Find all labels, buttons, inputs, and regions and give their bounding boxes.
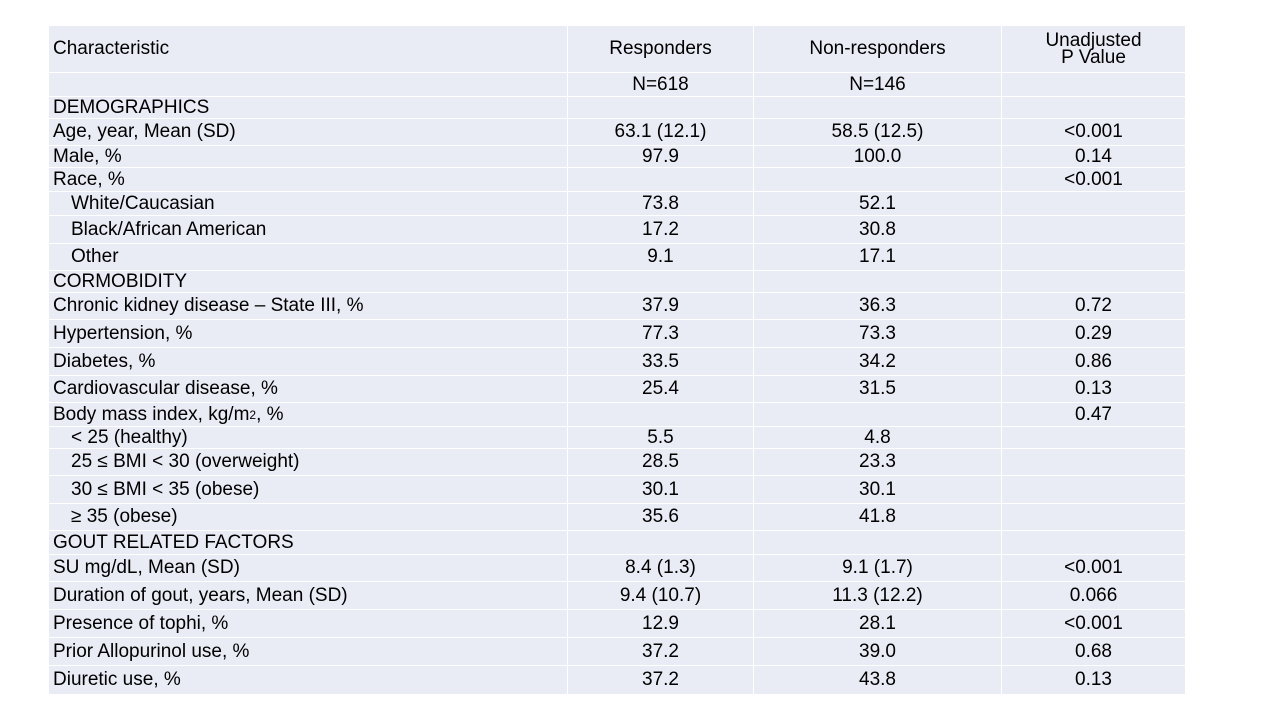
p-value: [1001, 216, 1185, 243]
row-label: < 25 (healthy): [71, 426, 188, 448]
p-value: [1001, 244, 1185, 270]
non-responders-value: 11.3 (12.2): [753, 582, 1001, 609]
table-row: [49, 96, 1185, 118]
p-value: [1001, 476, 1185, 503]
table-row: [49, 118, 1185, 145]
non-responders-value: [753, 403, 1001, 426]
p-value: 0.86: [1001, 348, 1185, 375]
responders-value: [567, 97, 753, 118]
row-label: Body mass index, kg/m 2 , %: [53, 403, 284, 425]
row-label: Race, %: [53, 168, 125, 190]
p-value: [1001, 192, 1185, 215]
p-value: 0.14: [1001, 146, 1185, 167]
table-row: [49, 530, 1185, 554]
table-row: [49, 243, 1185, 270]
non-responders-value: 9.1 (1.7): [753, 555, 1001, 581]
row-label: Male, %: [53, 145, 122, 167]
responders-value: 37.2: [567, 666, 753, 694]
non-responders-value: [753, 97, 1001, 118]
bmi-label-suffix: , %: [256, 403, 284, 425]
p-value: <0.001: [1001, 119, 1185, 145]
p-value: [1001, 531, 1185, 554]
row-label: ≥ 35 (obese): [71, 506, 178, 528]
p-value: [1001, 504, 1185, 530]
non-responders-value: 41.8: [753, 504, 1001, 530]
non-responders-value: 39.0: [753, 638, 1001, 665]
section-heading: DEMOGRAPHICS: [53, 96, 210, 118]
table-row: [49, 475, 1185, 503]
responders-value: 8.4 (1.3): [567, 555, 753, 581]
row-label: Age, year, Mean (SD): [53, 121, 236, 143]
non-responders-value: 31.5: [753, 376, 1001, 402]
non-responders-value: 30.8: [753, 216, 1001, 243]
non-responders-value: 34.2: [753, 348, 1001, 375]
header-characteristic: Characteristic: [53, 38, 170, 60]
p-value: [1001, 427, 1185, 448]
responders-value: 97.9: [567, 146, 753, 167]
responders-value: [567, 168, 753, 191]
p-value: 0.72: [1001, 293, 1185, 319]
counts-non-responders: N=146: [753, 73, 1001, 96]
non-responders-value: 58.5 (12.5): [753, 119, 1001, 145]
table-row: [49, 347, 1185, 375]
row-label: Duration of gout, years, Mean (SD): [53, 584, 348, 606]
non-responders-value: [753, 168, 1001, 191]
table-row: [49, 637, 1185, 665]
p-value: 0.47: [1001, 403, 1185, 426]
table-row: [49, 270, 1185, 292]
p-value: 0.13: [1001, 666, 1185, 694]
table-row: [49, 375, 1185, 402]
table-row: [49, 292, 1185, 319]
non-responders-value: 17.1: [753, 244, 1001, 270]
p-value: <0.001: [1001, 555, 1185, 581]
non-responders-value: 52.1: [753, 192, 1001, 215]
p-value: <0.001: [1001, 168, 1185, 191]
responders-value: 9.4 (10.7): [567, 582, 753, 609]
section-heading: GOUT RELATED FACTORS: [53, 531, 294, 553]
p-value: 0.68: [1001, 638, 1185, 665]
responders-value: [567, 531, 753, 554]
characteristics-table: [49, 26, 1185, 694]
non-responders-value: 100.0: [753, 146, 1001, 167]
bmi-label-text: Body mass index, kg/m: [53, 403, 250, 425]
non-responders-value: 30.1: [753, 476, 1001, 503]
non-responders-value: 43.8: [753, 666, 1001, 694]
header-p-value-line1: Unadjusted: [1045, 30, 1142, 51]
non-responders-value: 28.1: [753, 610, 1001, 637]
table-header-row: [49, 26, 1185, 72]
row-label: Prior Allopurinol use, %: [53, 640, 250, 662]
row-label: White/Caucasian: [71, 192, 215, 214]
p-value: [1001, 449, 1185, 475]
row-label: Other: [71, 246, 119, 268]
responders-value: 12.9: [567, 610, 753, 637]
non-responders-value: 23.3: [753, 449, 1001, 475]
table-row: [49, 448, 1185, 475]
responders-value: 30.1: [567, 476, 753, 503]
responders-value: 35.6: [567, 504, 753, 530]
responders-value: 33.5: [567, 348, 753, 375]
counts-responders: N=618: [567, 73, 753, 96]
row-label: 30 ≤ BMI < 35 (obese): [71, 478, 260, 500]
row-label: 25 ≤ BMI < 30 (overweight): [71, 451, 300, 473]
table-counts-row: [49, 72, 1185, 96]
responders-value: 77.3: [567, 320, 753, 347]
p-value: 0.29: [1001, 320, 1185, 347]
non-responders-value: 73.3: [753, 320, 1001, 347]
table-row: [49, 554, 1185, 581]
responders-value: [567, 271, 753, 292]
table-row: [49, 402, 1185, 426]
non-responders-value: [753, 531, 1001, 554]
p-value: <0.001: [1001, 610, 1185, 637]
header-responders: Responders: [567, 26, 753, 72]
table-row: [49, 426, 1185, 448]
header-p-value: [1001, 26, 1185, 72]
header-non-responders: Non-responders: [753, 26, 1001, 72]
table-row: [49, 167, 1185, 191]
header-p-value-line2: P Value: [1061, 47, 1126, 68]
responders-value: 63.1 (12.1): [567, 119, 753, 145]
responders-value: 9.1: [567, 244, 753, 270]
responders-value: 37.9: [567, 293, 753, 319]
non-responders-value: 4.8: [753, 427, 1001, 448]
responders-value: [567, 403, 753, 426]
row-label: SU mg/dL, Mean (SD): [53, 557, 240, 579]
row-label: Black/African American: [71, 218, 267, 240]
table-row: [49, 145, 1185, 167]
row-label: Chronic kidney disease – State III, %: [53, 295, 364, 317]
row-label: Cardiovascular disease, %: [53, 378, 278, 400]
responders-value: 5.5: [567, 427, 753, 448]
table-row: [49, 665, 1185, 694]
responders-value: 73.8: [567, 192, 753, 215]
responders-value: 28.5: [567, 449, 753, 475]
row-label: Diabetes, %: [53, 350, 156, 372]
table-row: [49, 191, 1185, 215]
counts-characteristic: [49, 73, 567, 96]
row-label: Presence of tophi, %: [53, 612, 229, 634]
responders-value: 37.2: [567, 638, 753, 665]
responders-value: 25.4: [567, 376, 753, 402]
section-heading: CORMOBIDITY: [53, 270, 188, 292]
counts-p-value: [1001, 73, 1185, 96]
table-row: [49, 319, 1185, 347]
row-label: Hypertension, %: [53, 322, 193, 344]
non-responders-value: 36.3: [753, 293, 1001, 319]
table-row: [49, 581, 1185, 609]
p-value: 0.066: [1001, 582, 1185, 609]
responders-value: 17.2: [567, 216, 753, 243]
p-value: 0.13: [1001, 376, 1185, 402]
row-label: Diuretic use, %: [53, 669, 181, 691]
table-row: [49, 215, 1185, 243]
table-row: [49, 503, 1185, 530]
non-responders-value: [753, 271, 1001, 292]
p-value: [1001, 271, 1185, 292]
p-value: [1001, 97, 1185, 118]
table-row: [49, 609, 1185, 637]
